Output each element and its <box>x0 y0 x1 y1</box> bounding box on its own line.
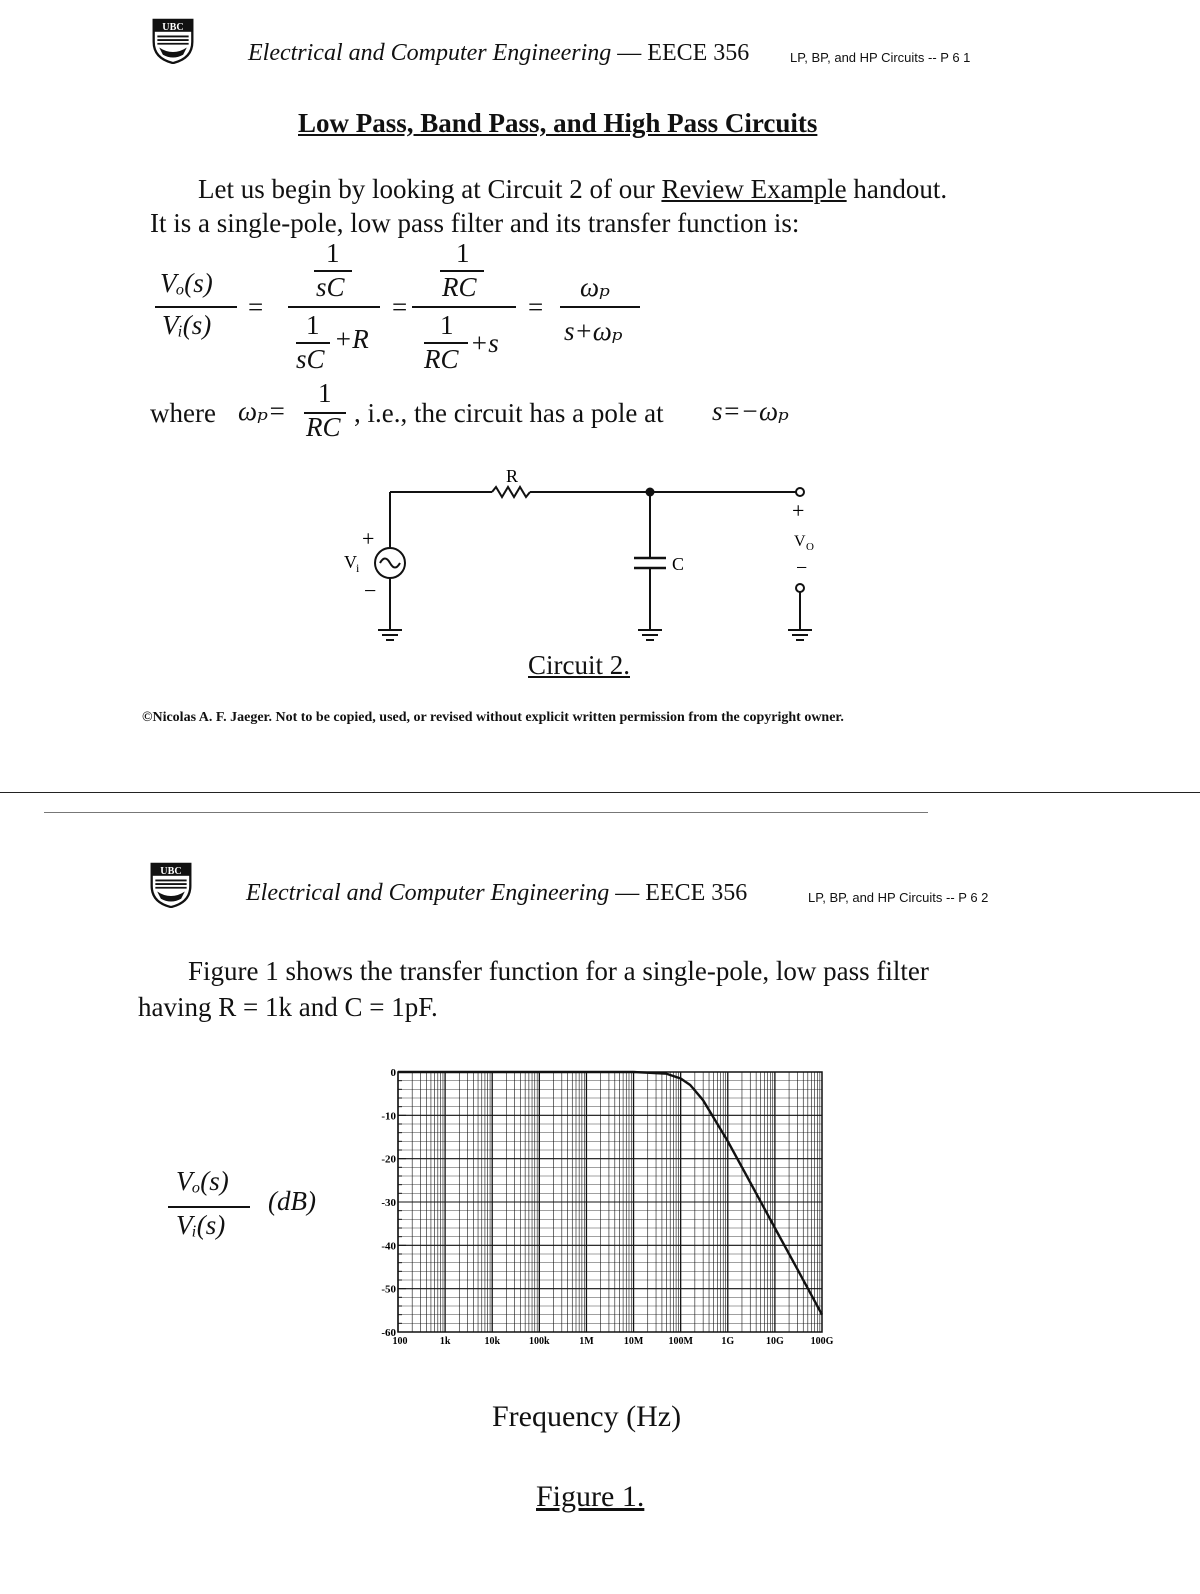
x-tick-label: 1k <box>439 1336 451 1347</box>
equals-3: = <box>528 292 544 322</box>
f1-bot-num: 1 <box>306 310 320 340</box>
where-word: where <box>150 398 216 428</box>
r-label: R <box>506 466 519 486</box>
f1-bot-den: sC <box>296 344 325 374</box>
x-axis-label: Frequency (Hz) <box>492 1400 682 1433</box>
header-dash-2: — <box>615 880 640 906</box>
c-label: C <box>672 554 685 574</box>
page-divider-2 <box>44 812 928 813</box>
f1-main-bar <box>288 306 380 308</box>
figure-intro-line-1: Figure 1 shows the transfer function for a single-pole, low pass filter <box>188 956 929 986</box>
vo-minus: − <box>796 557 808 579</box>
f3-den: s+ωₚ <box>564 316 623 346</box>
x-tick-label: 1M <box>579 1336 594 1347</box>
where-num: 1 <box>318 378 332 408</box>
x-tick-label: 10k <box>484 1336 501 1347</box>
ubc-crest-icon <box>150 18 196 64</box>
intro-line-1 <box>198 172 947 206</box>
ylabel-unit: (dB) <box>268 1186 316 1216</box>
vo-label: V <box>794 533 806 550</box>
y-tick-label: -10 <box>381 1110 396 1123</box>
capacitor-c <box>634 558 666 568</box>
circuit-2-diagram <box>320 460 840 660</box>
f1-bot-plus: +R <box>334 324 369 354</box>
figure-intro-line-2: having R = 1k and C = 1pF. <box>138 992 438 1022</box>
ylabel-denominator: Vᵢ(s) <box>176 1210 226 1240</box>
junction-node <box>646 488 655 497</box>
vo-plus: + <box>792 498 805 523</box>
vi-minus: − <box>364 578 377 603</box>
ylabel-bar <box>168 1206 250 1208</box>
vo-sub: O <box>806 541 814 553</box>
y-tick-label: 0 <box>390 1067 396 1079</box>
omega-p-def: ωₚ= <box>238 396 287 426</box>
y-tick-label: -60 <box>381 1327 396 1339</box>
y-tick-label: -40 <box>381 1240 396 1253</box>
page-ref-2: LP, BP, and HP Circuits -- P 6 2 <box>808 890 989 905</box>
f1-top-num: 1 <box>326 238 340 268</box>
vi-sub: i <box>356 561 360 575</box>
where-text: , i.e., the circuit has a pole at <box>354 398 664 428</box>
equals-1: = <box>248 292 264 322</box>
f2-bot-plus: +s <box>470 328 499 358</box>
f2-main-bar <box>412 306 516 308</box>
f1-top-den: sC <box>316 272 345 302</box>
f2-bot-num: 1 <box>440 310 454 340</box>
page-divider <box>0 792 1200 793</box>
x-tick-label: 1G <box>721 1336 735 1347</box>
f3-num: ωₚ <box>580 272 610 302</box>
f3-bar <box>560 306 640 308</box>
intro-text-a: Let us begin by looking at Circuit 2 of our <box>198 174 662 204</box>
page1-header <box>248 40 749 67</box>
crest-text: UBC <box>162 21 184 33</box>
dept-name-2: Electrical and Computer Engineering <box>246 880 610 906</box>
chart-grid <box>398 1072 822 1332</box>
figure-caption: Figure 1. <box>536 1480 645 1513</box>
intro-text-b: handout. <box>846 174 948 204</box>
course-code: EECE 356 <box>647 40 750 66</box>
output-terminal-top <box>796 488 804 496</box>
header-dash: — <box>617 40 642 66</box>
ylabel-numerator: Vₒ(s) <box>176 1166 229 1196</box>
circuit-caption: Circuit 2. <box>528 650 630 680</box>
x-tick-label: 100k <box>529 1336 550 1347</box>
ubc-crest-icon <box>148 862 194 908</box>
x-tick-label: 100M <box>668 1336 693 1347</box>
review-example-link[interactable]: Review Example <box>661 174 847 204</box>
resistor-r <box>492 487 530 497</box>
output-terminal-bottom <box>796 584 804 592</box>
x-tick-label: 10G <box>765 1336 784 1347</box>
x-tick-label: 10M <box>623 1336 644 1347</box>
bode-magnitude-chart <box>360 1062 860 1362</box>
course-code-2: EECE 356 <box>645 880 748 906</box>
dept-name: Electrical and Computer Engineering <box>248 40 612 66</box>
lhs-denominator: Vᵢ(s) <box>162 310 212 340</box>
where-den: RC <box>306 412 341 442</box>
vi-plus: + <box>362 526 375 551</box>
y-tick-label: -30 <box>381 1197 396 1209</box>
vi-label: V <box>344 552 357 572</box>
equals-2: = <box>392 292 408 322</box>
copyright-notice: ©Nicolas A. F. Jaeger. Not to be copied, used, or revised without explicit written permission from the copyright owner. <box>142 710 844 725</box>
lhs-bar <box>155 306 237 308</box>
page-title: Low Pass, Band Pass, and High Pass Circuits <box>298 108 818 138</box>
intro-line-2: It is a single-pole, low pass filter and its transfer function is: <box>150 208 800 238</box>
page-ref: LP, BP, and HP Circuits -- P 6 1 <box>790 50 971 65</box>
y-tick-label: -20 <box>381 1153 396 1166</box>
f2-top-num: 1 <box>456 238 470 268</box>
sine-icon <box>380 559 400 568</box>
y-tick-label: -50 <box>381 1283 396 1296</box>
f2-top-den: RC <box>442 272 477 302</box>
x-tick-label: 100G <box>810 1336 834 1347</box>
lhs-numerator: Vₒ(s) <box>160 268 213 298</box>
page2-header <box>246 880 747 907</box>
x-tick-label: 100 <box>392 1336 408 1347</box>
crest-text-2: UBC <box>160 865 182 877</box>
f2-bot-den: RC <box>424 344 459 374</box>
pole-expression: s=−ωₚ <box>712 396 789 426</box>
